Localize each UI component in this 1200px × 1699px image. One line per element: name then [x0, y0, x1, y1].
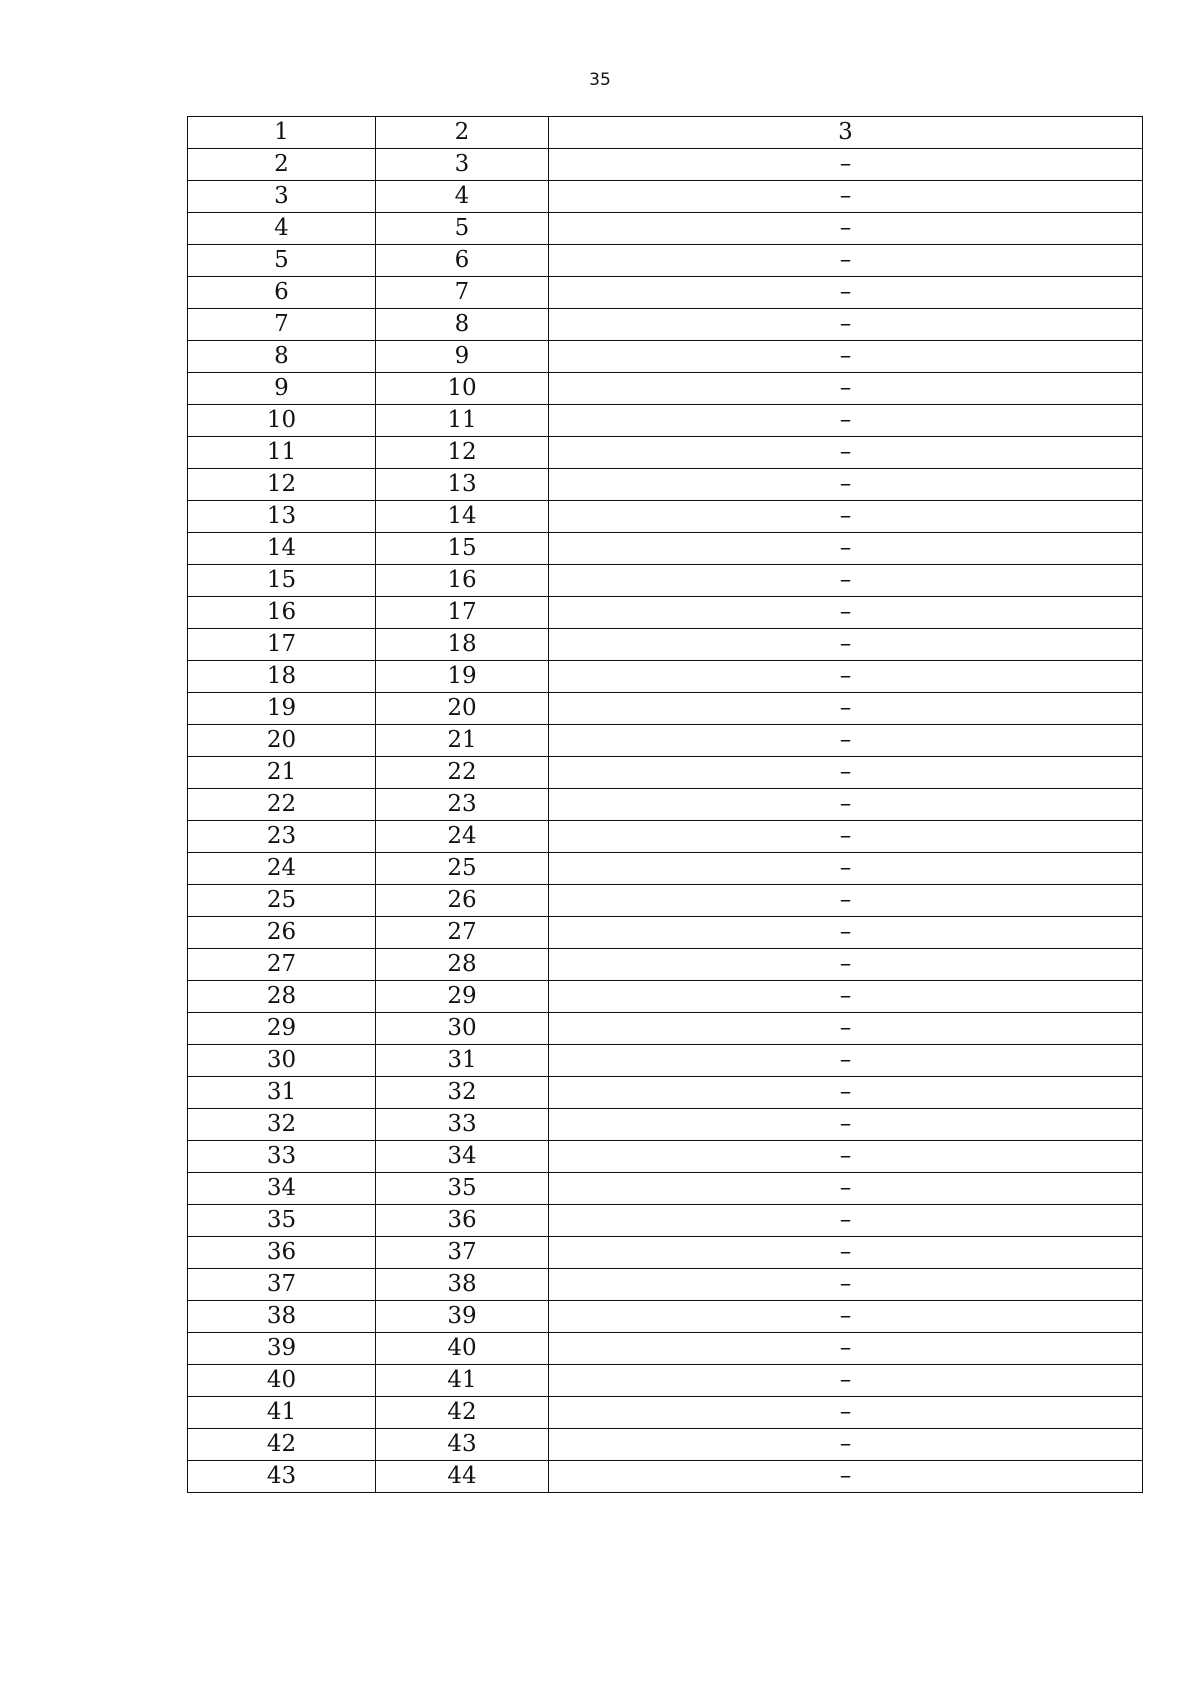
table-cell-col1: 34	[188, 1173, 376, 1205]
table-cell-col1: 13	[188, 501, 376, 533]
table-cell-col3: –	[549, 1333, 1143, 1365]
table-cell-col3: –	[549, 373, 1143, 405]
table-row	[188, 1365, 1143, 1397]
table-cell-col3: –	[549, 789, 1143, 821]
table-cell-col2: 26	[376, 885, 549, 917]
table-cell-col2: 3	[376, 149, 549, 181]
table-cell-col3: –	[549, 917, 1143, 949]
table-row	[188, 373, 1143, 405]
table-cell-col1: 25	[188, 885, 376, 917]
table-cell-col3: –	[549, 821, 1143, 853]
table-row	[188, 213, 1143, 245]
table-cell-col2: 28	[376, 949, 549, 981]
table-cell-col1: 24	[188, 853, 376, 885]
table-row	[188, 789, 1143, 821]
table-cell-col2: 30	[376, 1013, 549, 1045]
table-cell-col1: 21	[188, 757, 376, 789]
table-row	[188, 629, 1143, 661]
table-header-row	[188, 117, 1143, 149]
table-cell-col2: 18	[376, 629, 549, 661]
table-row	[188, 469, 1143, 501]
table-cell-col2: 14	[376, 501, 549, 533]
table-cell-col1: 36	[188, 1237, 376, 1269]
table-row	[188, 1269, 1143, 1301]
table-cell-col3: –	[549, 1397, 1143, 1429]
table-cell-col3: –	[549, 1301, 1143, 1333]
table-cell-col2: 20	[376, 693, 549, 725]
table-cell-col3: –	[549, 245, 1143, 277]
table-cell-col2: 19	[376, 661, 549, 693]
table-cell-col1: 17	[188, 629, 376, 661]
table-cell-col1: 11	[188, 437, 376, 469]
table-row	[188, 597, 1143, 629]
table-row	[188, 309, 1143, 341]
table-row	[188, 245, 1143, 277]
table-cell-col1: 39	[188, 1333, 376, 1365]
table-cell-col3: –	[549, 1205, 1143, 1237]
table-cell-col3: –	[549, 1269, 1143, 1301]
table-cell-col2: 25	[376, 853, 549, 885]
table-cell-col1: 12	[188, 469, 376, 501]
table-row	[188, 277, 1143, 309]
table-cell-col2: 17	[376, 597, 549, 629]
column-header-1: 1	[188, 117, 376, 149]
table-cell-col3: –	[549, 181, 1143, 213]
table-cell-col1: 30	[188, 1045, 376, 1077]
table-cell-col3: –	[549, 629, 1143, 661]
table-row	[188, 1077, 1143, 1109]
table-cell-col3: –	[549, 565, 1143, 597]
table-cell-col1: 43	[188, 1461, 376, 1493]
table-cell-col3: –	[549, 1077, 1143, 1109]
table-cell-col1: 35	[188, 1205, 376, 1237]
table-row	[188, 533, 1143, 565]
table-cell-col3: –	[549, 1461, 1143, 1493]
table-cell-col1: 9	[188, 373, 376, 405]
table-cell-col2: 15	[376, 533, 549, 565]
table-cell-col3: –	[549, 1365, 1143, 1397]
table-cell-col1: 26	[188, 917, 376, 949]
table-cell-col1: 7	[188, 309, 376, 341]
table-cell-col2: 37	[376, 1237, 549, 1269]
table-row	[188, 949, 1143, 981]
table-cell-col2: 31	[376, 1045, 549, 1077]
table-cell-col1: 38	[188, 1301, 376, 1333]
table-row	[188, 1045, 1143, 1077]
table-cell-col3: –	[549, 1173, 1143, 1205]
table-cell-col2: 6	[376, 245, 549, 277]
table-cell-col1: 32	[188, 1109, 376, 1141]
table-cell-col2: 34	[376, 1141, 549, 1173]
table-cell-col1: 28	[188, 981, 376, 1013]
table-cell-col3: –	[549, 469, 1143, 501]
table-row	[188, 821, 1143, 853]
table-row	[188, 405, 1143, 437]
table-row	[188, 1141, 1143, 1173]
table-cell-col2: 8	[376, 309, 549, 341]
table-row	[188, 1173, 1143, 1205]
table-row	[188, 693, 1143, 725]
table-cell-col2: 7	[376, 277, 549, 309]
table-cell-col2: 44	[376, 1461, 549, 1493]
table-body	[188, 117, 1143, 1493]
table-cell-col2: 39	[376, 1301, 549, 1333]
table-cell-col1: 23	[188, 821, 376, 853]
table-cell-col1: 2	[188, 149, 376, 181]
table-cell-col3: –	[549, 501, 1143, 533]
table-cell-col1: 15	[188, 565, 376, 597]
table-row	[188, 1237, 1143, 1269]
table-cell-col2: 33	[376, 1109, 549, 1141]
table-cell-col2: 32	[376, 1077, 549, 1109]
table-row	[188, 1333, 1143, 1365]
table-cell-col3: –	[549, 885, 1143, 917]
table-cell-col1: 41	[188, 1397, 376, 1429]
data-table	[187, 116, 1143, 1493]
table-cell-col3: –	[549, 437, 1143, 469]
table-cell-col3: –	[549, 149, 1143, 181]
column-header-3: 3	[549, 117, 1143, 149]
table-row	[188, 885, 1143, 917]
table-cell-col2: 24	[376, 821, 549, 853]
table-cell-col3: –	[549, 277, 1143, 309]
table-cell-col2: 40	[376, 1333, 549, 1365]
table-cell-col1: 8	[188, 341, 376, 373]
table-row	[188, 1013, 1143, 1045]
table-cell-col2: 9	[376, 341, 549, 373]
table-row	[188, 917, 1143, 949]
table-cell-col1: 31	[188, 1077, 376, 1109]
table-row	[188, 1461, 1143, 1493]
table-row	[188, 725, 1143, 757]
table-cell-col2: 22	[376, 757, 549, 789]
table-cell-col2: 16	[376, 565, 549, 597]
table-row	[188, 1109, 1143, 1141]
table-cell-col3: –	[549, 1045, 1143, 1077]
table-cell-col2: 21	[376, 725, 549, 757]
table-cell-col1: 18	[188, 661, 376, 693]
table-cell-col2: 36	[376, 1205, 549, 1237]
table-cell-col2: 38	[376, 1269, 549, 1301]
table-cell-col2: 11	[376, 405, 549, 437]
table-cell-col3: –	[549, 405, 1143, 437]
table-cell-col1: 6	[188, 277, 376, 309]
table-row	[188, 437, 1143, 469]
table-row	[188, 181, 1143, 213]
table-cell-col3: –	[549, 1237, 1143, 1269]
table-cell-col2: 5	[376, 213, 549, 245]
table-cell-col3: –	[549, 949, 1143, 981]
table-cell-col3: –	[549, 661, 1143, 693]
table-cell-col1: 14	[188, 533, 376, 565]
table-cell-col2: 13	[376, 469, 549, 501]
table-cell-col2: 42	[376, 1397, 549, 1429]
table-cell-col3: –	[549, 725, 1143, 757]
table-cell-col1: 20	[188, 725, 376, 757]
table-cell-col1: 10	[188, 405, 376, 437]
table-row	[188, 981, 1143, 1013]
table-cell-col3: –	[549, 1429, 1143, 1461]
table-cell-col2: 10	[376, 373, 549, 405]
table-row	[188, 757, 1143, 789]
table-cell-col2: 4	[376, 181, 549, 213]
table-cell-col2: 23	[376, 789, 549, 821]
table-cell-col3: –	[549, 309, 1143, 341]
table-cell-col2: 27	[376, 917, 549, 949]
table-row	[188, 341, 1143, 373]
table-cell-col2: 29	[376, 981, 549, 1013]
table-cell-col1: 27	[188, 949, 376, 981]
table-cell-col2: 35	[376, 1173, 549, 1205]
table-row	[188, 853, 1143, 885]
table-cell-col3: –	[549, 981, 1143, 1013]
table-row	[188, 501, 1143, 533]
table-row	[188, 1301, 1143, 1333]
table-cell-col1: 33	[188, 1141, 376, 1173]
table-cell-col1: 42	[188, 1429, 376, 1461]
table-cell-col3: –	[549, 213, 1143, 245]
table-cell-col3: –	[549, 1141, 1143, 1173]
table-cell-col1: 16	[188, 597, 376, 629]
table-row	[188, 149, 1143, 181]
table-cell-col1: 40	[188, 1365, 376, 1397]
table-cell-col2: 41	[376, 1365, 549, 1397]
table-row	[188, 1429, 1143, 1461]
table-cell-col1: 19	[188, 693, 376, 725]
table-cell-col3: –	[549, 693, 1143, 725]
page-number: 35	[589, 70, 611, 90]
table-row	[188, 661, 1143, 693]
table-row	[188, 1205, 1143, 1237]
table-cell-col3: –	[549, 341, 1143, 373]
table-cell-col1: 5	[188, 245, 376, 277]
table-cell-col3: –	[549, 597, 1143, 629]
table-row	[188, 565, 1143, 597]
table-cell-col2: 43	[376, 1429, 549, 1461]
table-row	[188, 1397, 1143, 1429]
table-cell-col1: 29	[188, 1013, 376, 1045]
table-cell-col3: –	[549, 1109, 1143, 1141]
table-cell-col3: –	[549, 1013, 1143, 1045]
table-cell-col2: 12	[376, 437, 549, 469]
table-cell-col3: –	[549, 757, 1143, 789]
table-cell-col3: –	[549, 533, 1143, 565]
column-header-2: 2	[376, 117, 549, 149]
table-cell-col1: 22	[188, 789, 376, 821]
table-cell-col3: –	[549, 853, 1143, 885]
table-cell-col1: 3	[188, 181, 376, 213]
table-cell-col1: 4	[188, 213, 376, 245]
table-cell-col1: 37	[188, 1269, 376, 1301]
